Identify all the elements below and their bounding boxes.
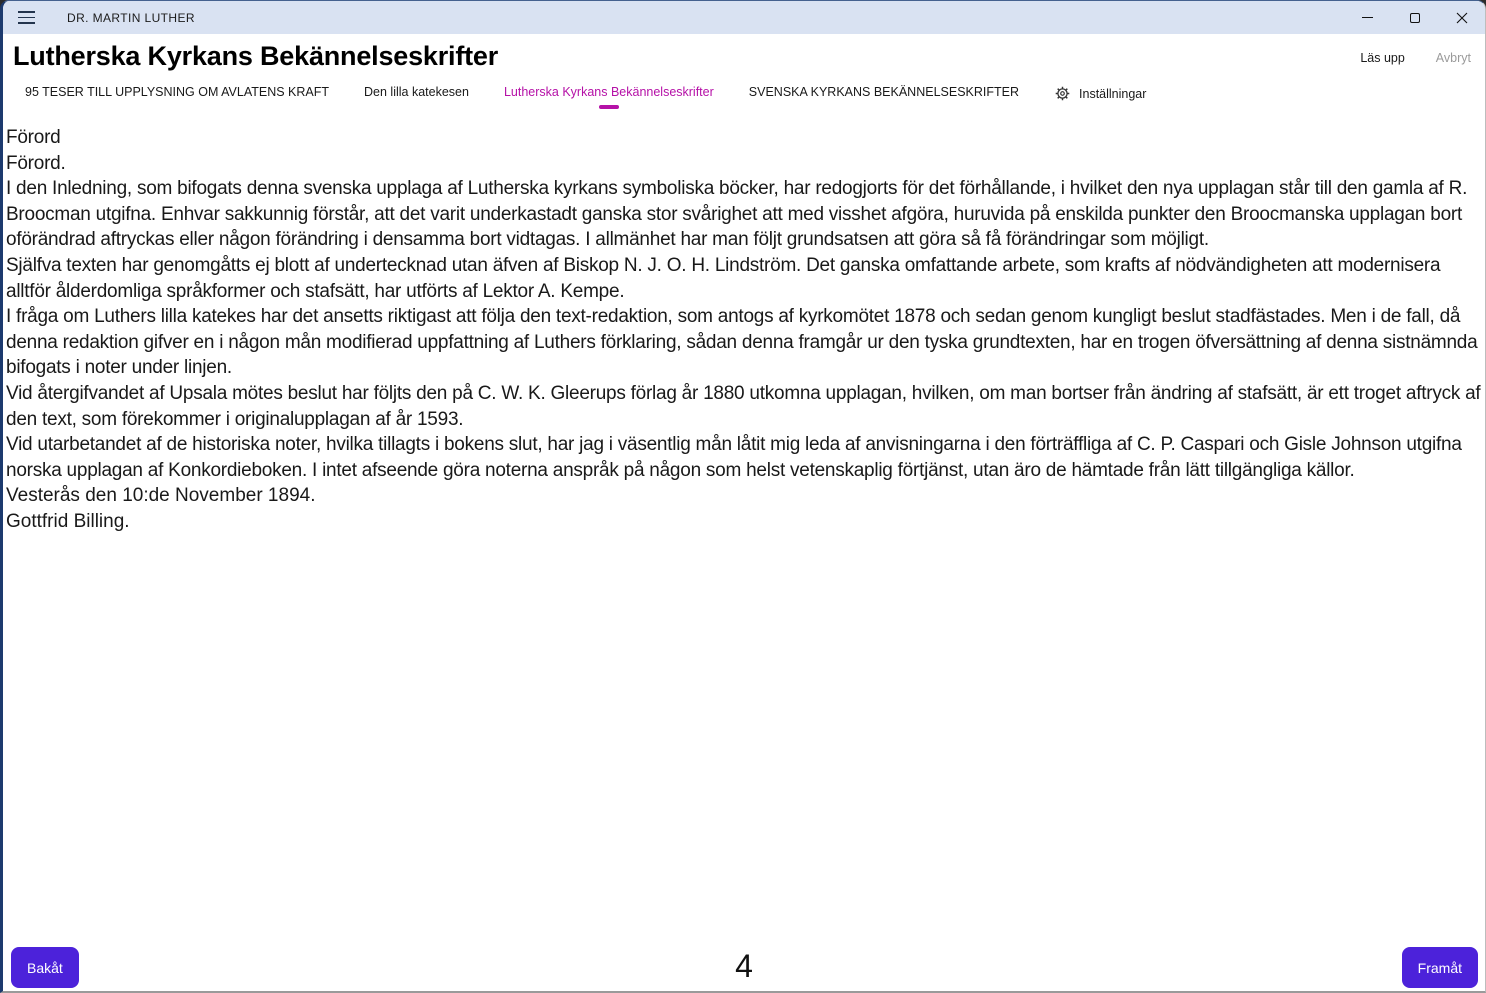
gear-icon (1054, 85, 1071, 102)
paragraph: I fråga om Luthers lilla katekes har det ansetts riktigast att följa den text-redaktion, som antogs af kyrkomötet 1878 och sedan genom kungligt beslut stadfästades. Men i de fall, då denna redaktion gifver en i någon mån modifierad uppfattning af Luthers förklaring, sådan denna framgår ur den tyska grundtexten, har en trogen öfversättning af denna sistnämnda bifogats i noter under linjen. (6, 306, 1478, 379)
hamburger-icon (18, 11, 35, 13)
tab-bar (3, 72, 1485, 114)
tab-den-lilla-katekesen[interactable] (364, 85, 469, 111)
close-button[interactable] (1438, 1, 1485, 34)
reading-pane (3, 114, 1485, 535)
closing-line: Vesterås den 10:de November 1894. (6, 485, 316, 507)
menu-button[interactable] (3, 1, 49, 34)
paragraph: Vid återgifvandet af Upsala mötes beslut har följts den på C. W. K. Gleerups förlag år 1880 utkomna upplagan, hvilken, om man bortser från ändring af stafsätt, är ett troget aftryck af den text, som förekommer i originalupplagan af år 1593. (6, 382, 1481, 430)
tab-label: SVENSKA KYRKANS BEKÄNNELSESKRIFTER (748, 85, 1020, 99)
paragraph: Förord. (6, 152, 66, 174)
tab-label: Den lilla katekesen (364, 85, 469, 99)
closing-line: Gottfrid Billing. (6, 510, 130, 532)
settings-button[interactable] (1054, 85, 1146, 114)
active-tab-indicator (599, 105, 619, 109)
minimize-button[interactable] (1344, 1, 1391, 34)
back-button[interactable]: Bakåt (11, 947, 79, 988)
tab-95-teser[interactable] (25, 85, 329, 111)
paragraph: Förord (6, 127, 61, 148)
tab-label: Lutherska Kyrkans Bekännelseskrifter (503, 85, 714, 99)
page-header (3, 34, 1485, 72)
settings-label: Inställningar (1079, 86, 1147, 101)
forward-button[interactable]: Framåt (1402, 947, 1478, 988)
tab-svenska-kyrkans-bekannelseskrifter[interactable] (749, 85, 1019, 111)
window-controls (1344, 1, 1485, 34)
tab-lutherska-kyrkans-bekannelseskrifter[interactable] (504, 85, 714, 111)
maximize-button[interactable] (1391, 1, 1438, 34)
page-number: 4 (735, 948, 753, 984)
close-icon (1456, 12, 1468, 24)
paragraph: Själfva texten har genomgåtts ej blott af undertecknad utan äfven af Biskop N. J. O. H. Lindström. Det ganska omfattande arbete, som krafts af nödvändigheten att modernisera alltför ålderdomliga språkformer och stafsätt, har utförts af Lektor A. Kempe. (6, 254, 1441, 302)
maximize-icon (1410, 13, 1420, 23)
cancel-button[interactable]: Avbryt (1435, 51, 1471, 65)
read-aloud-button[interactable]: Läs upp (1360, 51, 1405, 65)
tab-label: 95 TESER TILL UPPLYSNING OM AVLATENS KRAFT (25, 85, 330, 99)
paragraph: I den Inledning, som bifogats denna svenska upplaga af Lutherska kyrkans symboliska böcker, har redogjorts för det förhållande, i hvilket den nya upplagan står till den gamla af R. Broocman utgifna. Enhvar sakkunnig förstår, att det varit underkastadt ganska stor svårighet att med visshet afgöra, huruvida på enskilda punkter den Broocmanska upplagan bort oförändrad aftryckas eller någon förändring i densamma bort vidtagas. I allmänhet har man följt grundsatsen att göra så få förändringar som möjligt. (6, 178, 1468, 251)
header-commands (1360, 51, 1471, 65)
minimize-icon (1362, 17, 1373, 18)
titlebar (3, 1, 1485, 34)
page-title: Lutherska Kyrkans Bekännelseskrifter (13, 41, 499, 71)
app-title: DR. MARTIN LUTHER (67, 10, 195, 25)
paragraph: Vid utarbetandet af de historiska noter, hvilka tillagts i bokens slut, har jag i väsentlig mån låtit mig leda af anvisningarna i den förträffliga af C. P. Caspari och Gisle Johnson utgifna norska upplagan af Konkordieboken. I intet afseende göra noterna anspråk på någon som helst vetenskaplig förtjänst, utan äro de hämtade från lätt tillgängliga källor. (6, 434, 1462, 481)
